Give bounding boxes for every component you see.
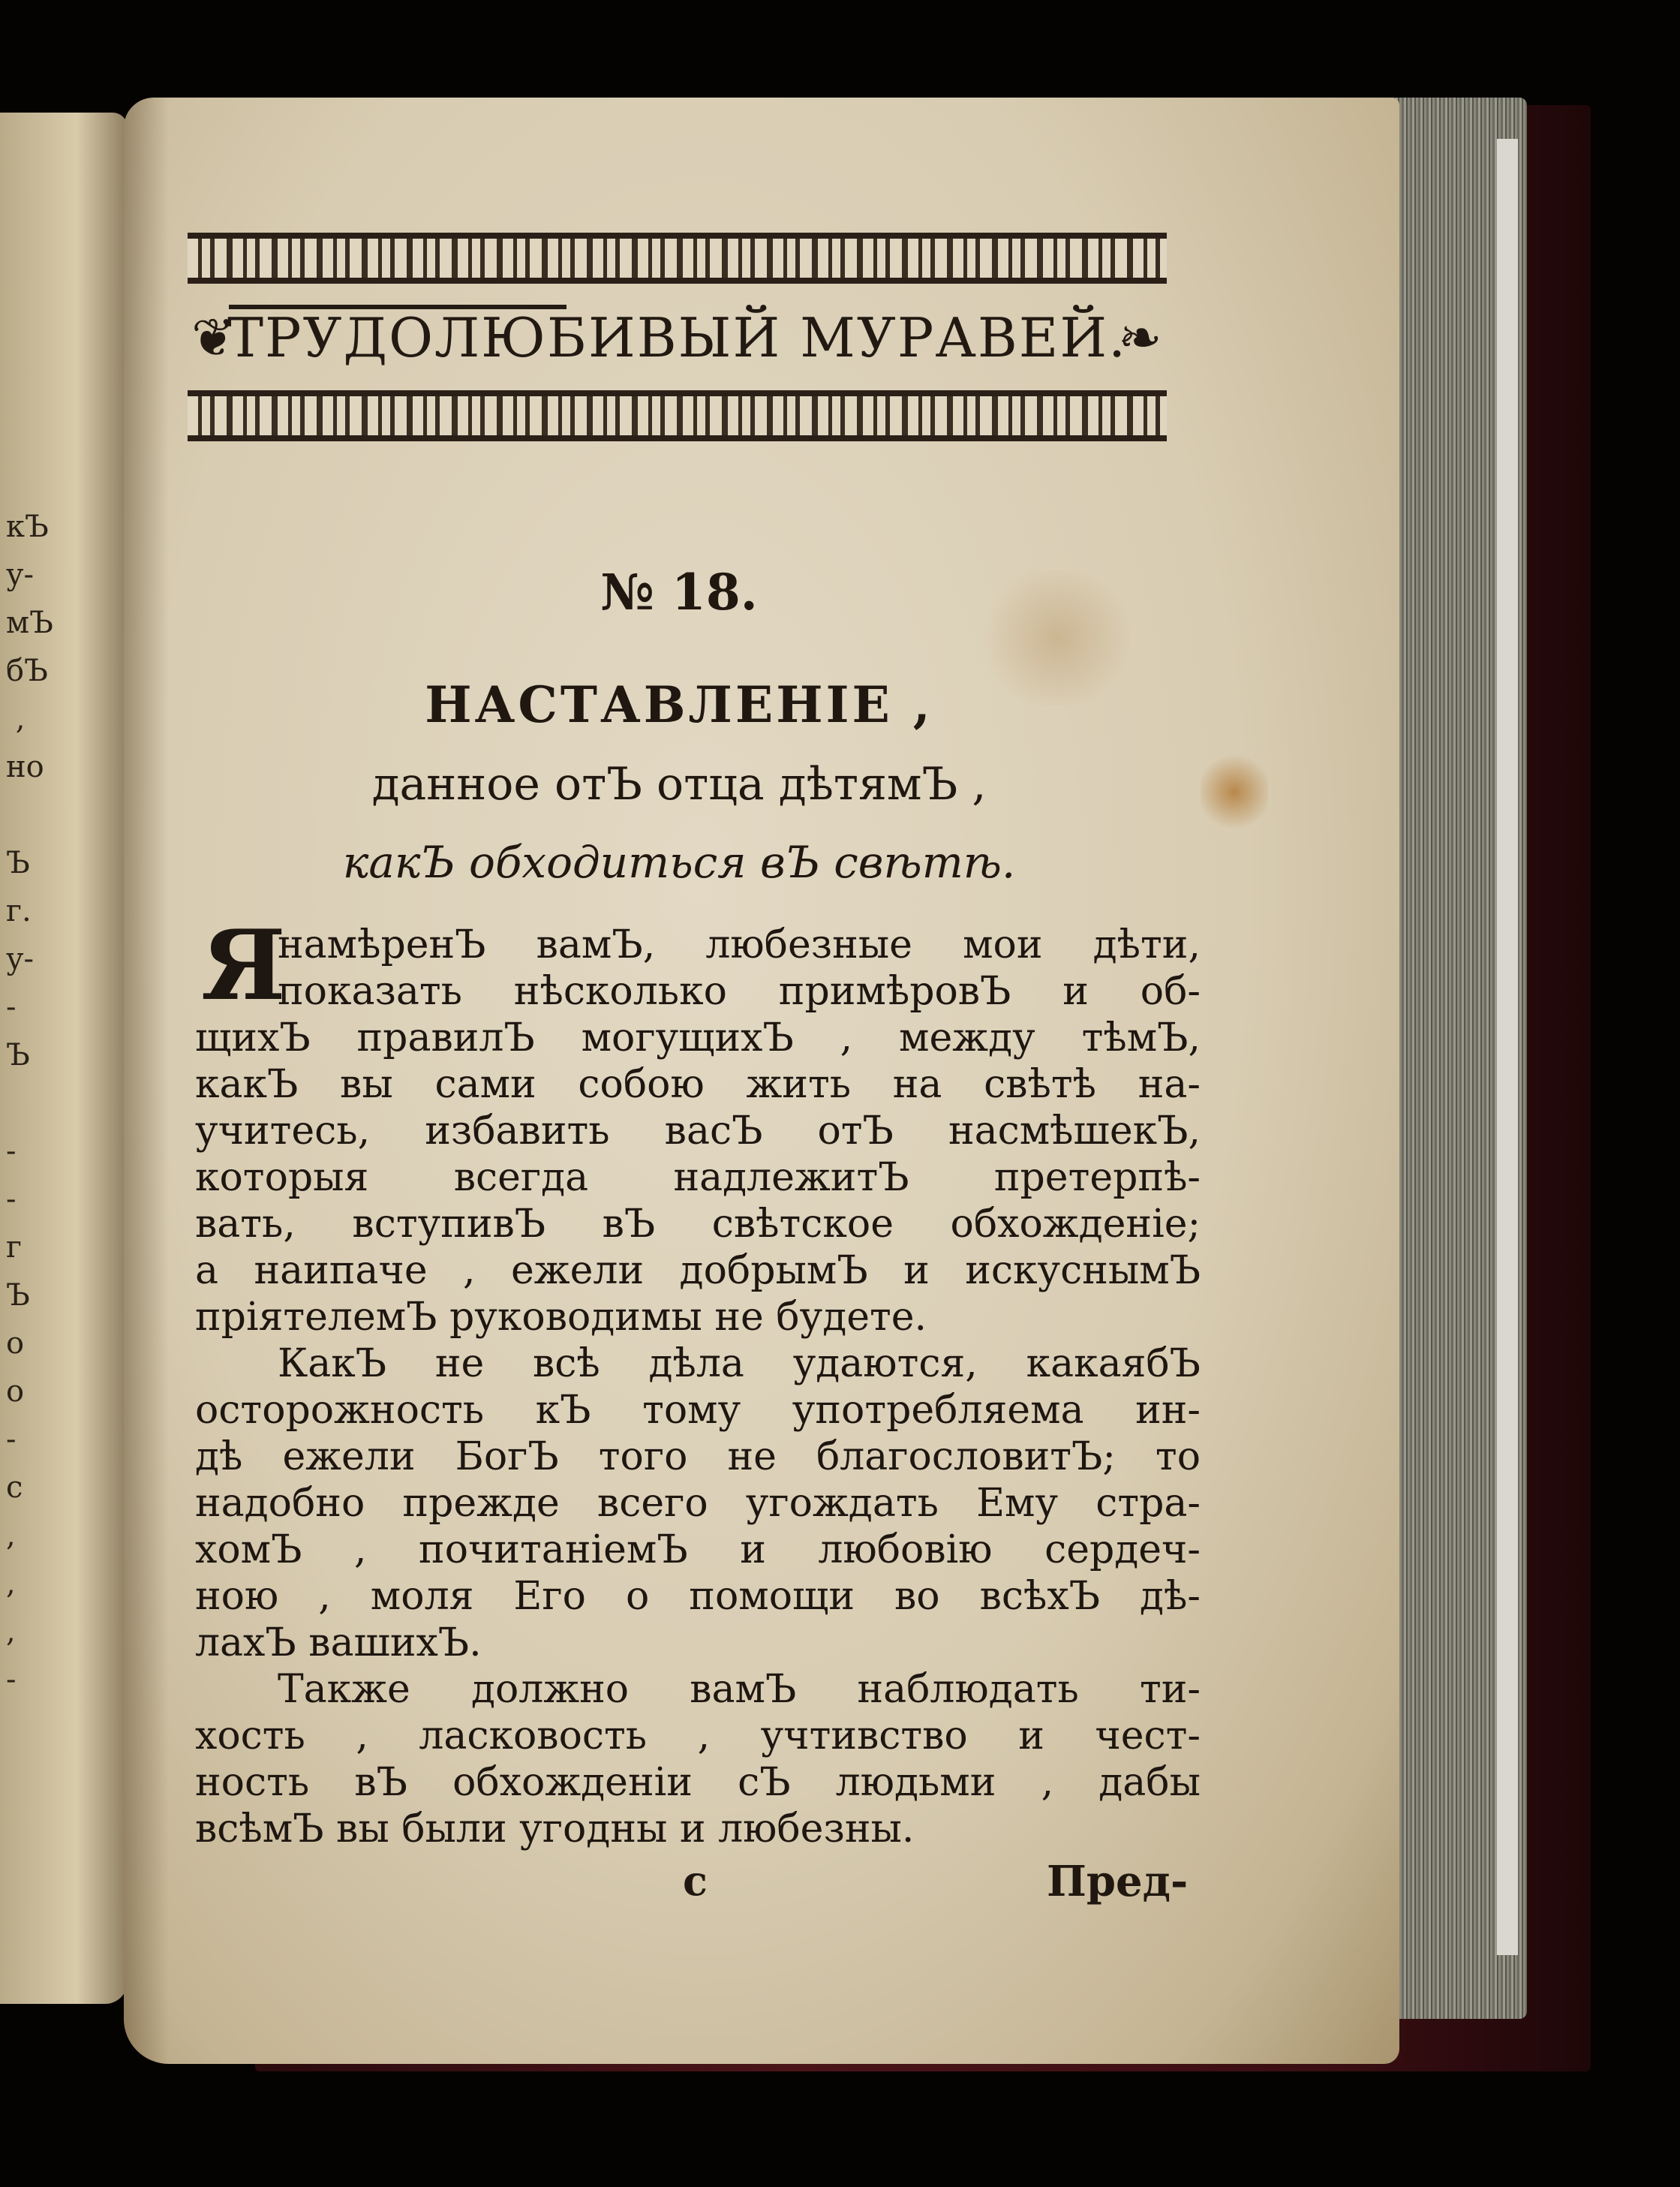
page-stain [1201, 751, 1268, 833]
ornament-band-top [188, 233, 1167, 284]
body-line: а наипаче , ежели добрымЪ и искуснымЪ [195, 1248, 1201, 1293]
drop-cap: Я [201, 910, 286, 1022]
section-subheading: данное отЪ отца дѣтямЪ , [371, 758, 987, 811]
body-line: намѣренЪ вамЪ, любезные мои дѣти, [278, 922, 1201, 967]
body-line: дѣ ежели БогЪ того не благословитЪ; то [195, 1434, 1201, 1479]
body-line: учитесь, избавить васЪ отЪ насмѣшекЪ, [195, 1109, 1201, 1154]
fleuron-right-icon: ❧ [1118, 307, 1162, 369]
ornament-band-bottom [188, 390, 1167, 441]
section-heading: НАСТАВЛЕНІЕ , [425, 675, 933, 734]
body-line: щихЪ правилЪ могущихЪ , между тѣмЪ, [195, 1015, 1201, 1060]
body-line: вать, вступивЪ вЪ свѣтское обхожденіе; [195, 1202, 1201, 1247]
fleuron-left-icon: ❦ [191, 307, 236, 369]
page-edge-light [1497, 139, 1518, 1955]
body-line: которыя всегда надлежитЪ претерпѣ- [195, 1155, 1201, 1200]
body-line: какЪ вы сами собою жить на свѣтѣ на- [195, 1062, 1201, 1107]
section-subheading-italic: какЪ обходиться вЪ свѣтѣ. [342, 837, 1016, 888]
body-line: надобно прежде всего угождать Ему стра- [195, 1481, 1201, 1526]
body-line: хость , ласковость , учтивство и чест- [195, 1713, 1201, 1758]
body-line: ною , моля Его о помощи во всѣхЪ дѣ- [195, 1574, 1201, 1619]
body-text [195, 910, 1201, 1852]
body-line: осторожность кЪ тому употребляема ин- [195, 1388, 1201, 1433]
body-line: КакЪ не всѣ дѣла удаются, какаябЪ [278, 1341, 1201, 1386]
running-title: ТРУДОЛЮБИВЫЙ МУРАВЕЙ. [227, 306, 1128, 369]
body-line: всѣмЪ вы были угодны и любезны. [195, 1806, 915, 1852]
previous-page-text: кЪ у- мЪ бЪ , но Ъ г. у- - Ъ - - г Ъ о о - с , , , - [6, 510, 53, 1697]
issue-number: № 18. [600, 563, 758, 621]
signature-mark: с [683, 1857, 708, 1905]
catchword: Пред- [1047, 1857, 1189, 1906]
body-line: хомЪ , почитаніемЪ и любовію сердеч- [195, 1527, 1201, 1572]
body-line: показать нѣсколько примѣровЪ и об- [278, 969, 1201, 1014]
body-line: пріятелемЪ руководимы не будете. [195, 1295, 927, 1340]
body-line: лахЪ вашихЪ. [195, 1620, 482, 1665]
previous-page [0, 113, 128, 2004]
body-line: Также должно вамЪ наблюдать ти- [278, 1667, 1201, 1712]
body-line: ность вЪ обхожденіи сЪ людьми , дабы [195, 1760, 1201, 1805]
